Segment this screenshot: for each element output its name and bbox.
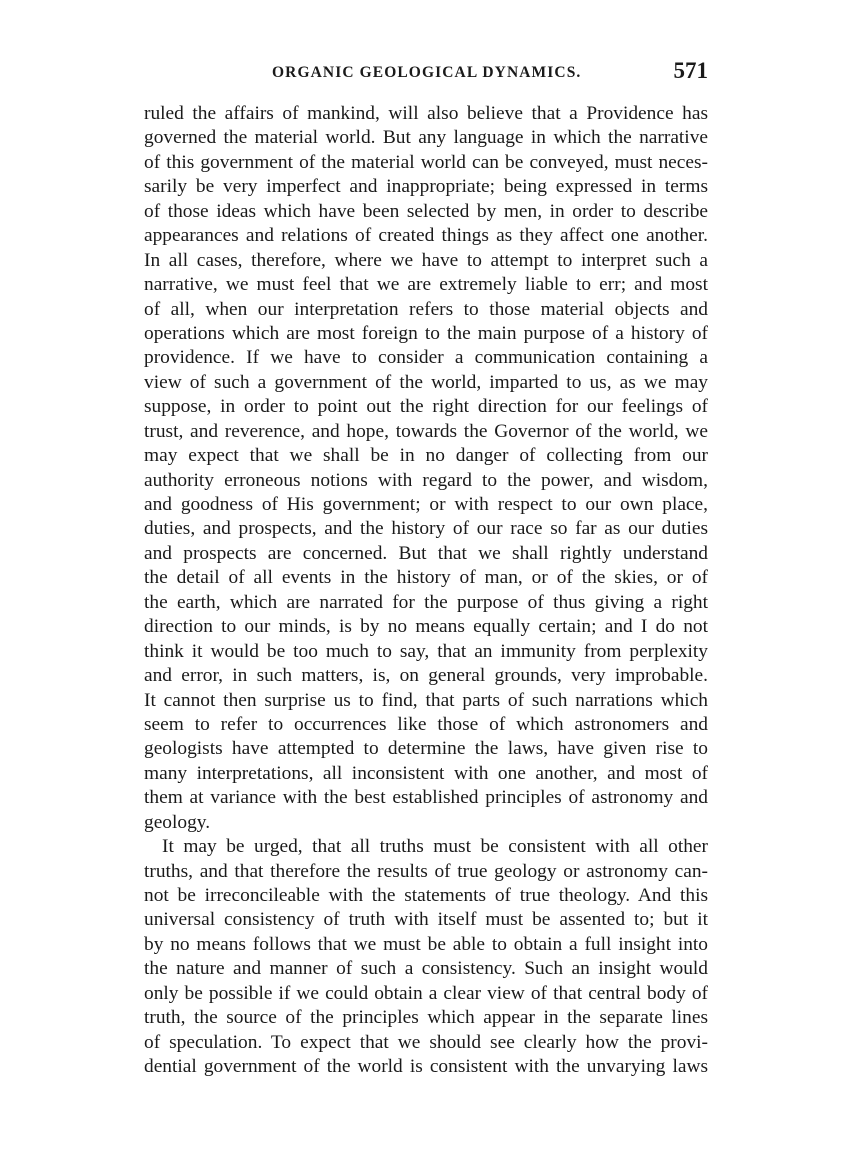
text-line: and goodness of His government; or with respect to our own place,: [144, 494, 708, 515]
text-line: by no means follows that we must be able to obtain a full insight into: [144, 933, 708, 955]
text-line: of this government of the material world can be conveyed, must neces-: [144, 151, 708, 173]
text-line: the detail of all events in the history of man, or of the skies, or of: [144, 567, 708, 589]
running-head: [144, 58, 708, 92]
text-line: governed the material world. But any language in which the narrative: [144, 127, 708, 149]
text-line: of speculation. To expect that we should see clearly how the provi-: [144, 1031, 708, 1053]
text-line: narrative, we must feel that we are extremely liable to err; and most: [144, 274, 708, 296]
text-line: not be irreconcileable with the statements of true theology. And this: [144, 885, 708, 906]
text-line: them at variance with the best established principles of astronomy and: [144, 787, 708, 809]
text-line: the nature and manner of such a consistency. Such an insight would: [144, 958, 708, 980]
text-line: of all, when our interpretation refers to those material objects and: [144, 298, 708, 320]
text-line: In all cases, therefore, where we have to attempt to interpret such a: [144, 249, 708, 271]
text-line: sarily be very imperfect and inappropriate; being expressed in terms: [144, 176, 708, 198]
text-line: appearances and relations of created things as they affect one another.: [144, 225, 708, 247]
text-line: suppose, in order to point out the right direction for our feelings of: [144, 396, 708, 418]
text-line: many interpretations, all inconsistent with one another, and most of: [144, 762, 708, 784]
text-line: and prospects are concerned. But that we shall rightly understand: [144, 542, 708, 564]
text-line: direction to our minds, is by no means equally certain; and I do not: [144, 616, 708, 638]
text-line: of those ideas which have been selected by men, in order to describe: [144, 200, 708, 222]
text-line: trust, and reverence, and hope, towards the Governor of the world, we: [144, 420, 708, 442]
text-line: geology.: [144, 811, 211, 833]
text-line: It may be urged, that all truths must be consistent with all other: [162, 836, 708, 858]
text-line: truths, and that therefore the results of true geology or astronomy can-: [144, 860, 708, 882]
text-line: the earth, which are narrated for the purpose of thus giving a right: [144, 591, 708, 613]
text-line: and error, in such matters, is, on general grounds, very improbable.: [144, 665, 708, 687]
page-number: 571: [673, 58, 708, 83]
text-line: duties, and prospects, and the history of our race so far as our duties: [144, 518, 708, 540]
text-line: think it would be too much to say, that an immunity from perplexity: [144, 640, 708, 662]
text-line: seem to refer to occurrences like those of which astronomers and: [144, 713, 708, 735]
text-line: geologists have attempted to determine the laws, have given rise to: [144, 738, 708, 760]
text-line: It cannot then surprise us to find, that parts of such narrations which: [144, 689, 708, 711]
text-line: providence. If we have to consider a communication containing a: [144, 347, 708, 369]
text-line: truth, the source of the principles which appear in the separate lines: [144, 1007, 708, 1029]
text-line: may expect that we shall be in no danger of collecting from our: [144, 445, 708, 467]
text-line: universal consistency of truth with itself must be assented to; but it: [144, 909, 708, 931]
text-line: operations which are most foreign to the main purpose of a history of: [144, 322, 708, 344]
text-line: authority erroneous notions with regard to the power, and wisdom,: [144, 469, 708, 491]
text-line: view of such a government of the world, imparted to us, as we may: [144, 371, 708, 393]
body-text: [144, 102, 708, 1080]
running-title: ORGANIC GEOLOGICAL DYNAMICS.: [272, 64, 582, 81]
text-line: only be possible if we could obtain a clear view of that central body of: [144, 982, 708, 1004]
text-line: dential government of the world is consistent with the unvarying laws: [144, 1056, 708, 1078]
text-line: ruled the affairs of mankind, will also believe that a Providence has: [144, 103, 708, 124]
